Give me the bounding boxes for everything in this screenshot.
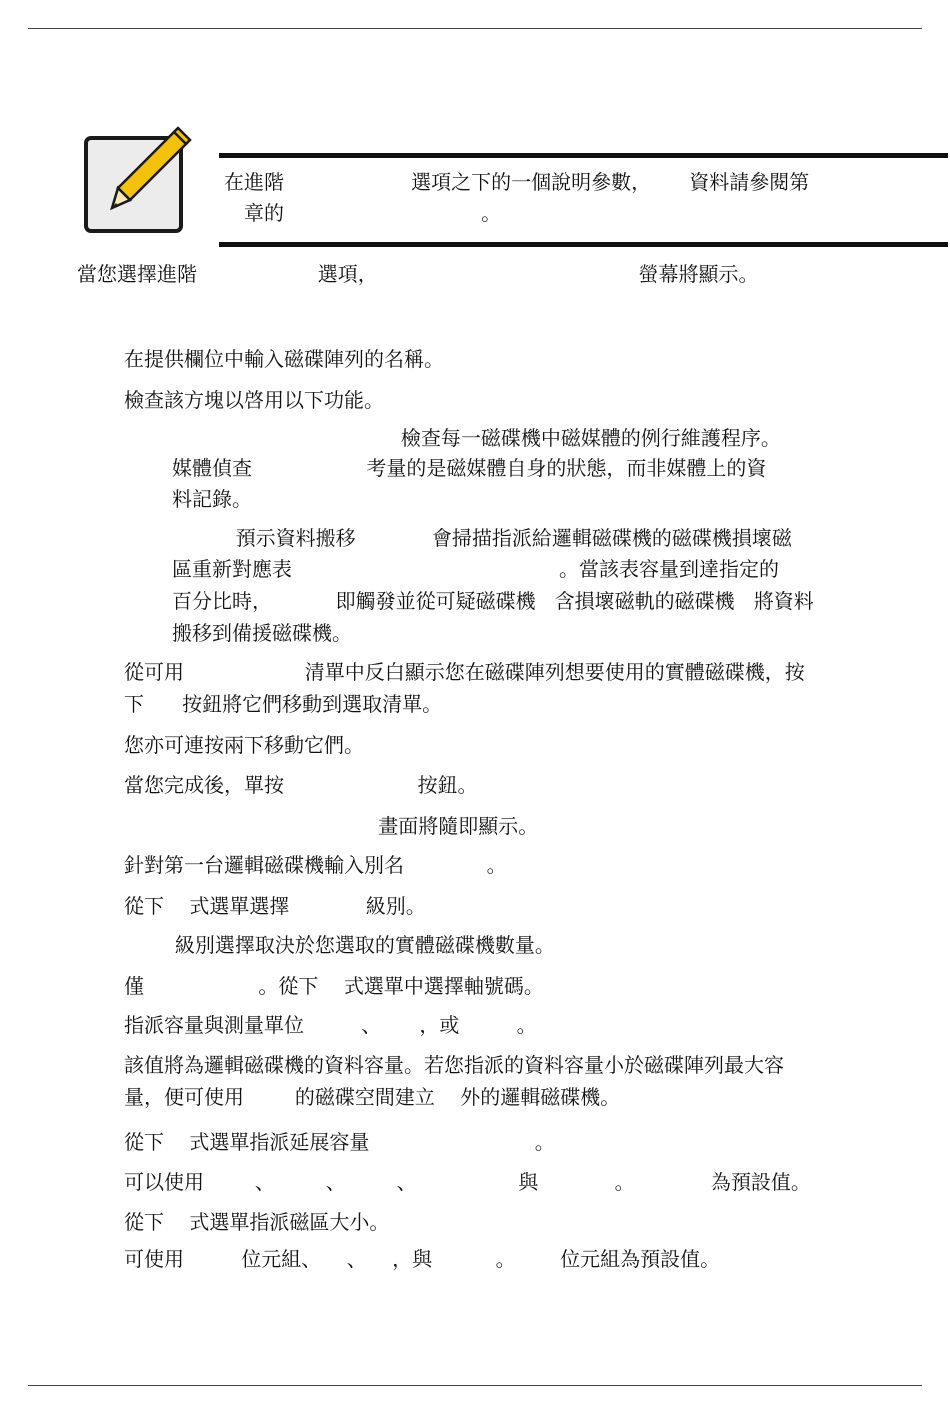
step-text: 級別選擇取決於您選取的實體磁碟機數量。 — [124, 933, 555, 957]
note-text-line-1: 在進階 選項之下的一個說明參數， 資料請參閱第 — [224, 170, 810, 194]
step-text: 該值將為邏輯磁碟機的資料容量。若您指派的資料容量小於磁碟陣列最大容 — [124, 1053, 784, 1077]
step-text: 量，便可使用 的磁碟空間建立 外的邏輯磁碟機。 — [124, 1085, 621, 1109]
step-text: 可使用 位元組、 、 ，與 。 位元組為預設值。 — [124, 1247, 721, 1271]
step-text: 當您完成後，單按 按鈕。 — [124, 773, 478, 797]
footer-rule — [28, 1385, 922, 1386]
note-text-line-2: 章的 。 — [244, 201, 502, 225]
intro-text: 當您選擇進階 選項， 螢幕將顯示。 — [77, 262, 759, 286]
step-text: 百分比時， 即觸發並從可疑磁碟機 含損壞磁軌的磁碟機 將資料 — [172, 589, 814, 613]
note-bottom-bar — [219, 242, 948, 247]
step-text: 從可用 清單中反白顯示您在磁碟陣列想要使用的實體磁碟機，按 — [124, 660, 805, 684]
step-text: 僅 。從下 式選單中選擇軸號碼。 — [124, 974, 544, 998]
step-text: 從下 式選單指派延展容量 。 — [124, 1130, 555, 1154]
step-text: 在提供欄位中輸入磁碟陣列的名稱。 — [124, 347, 444, 371]
pencil-note-icon — [80, 122, 198, 238]
step-text: 料記錄。 — [172, 487, 252, 511]
note-top-bar — [219, 153, 948, 158]
step-text: 區重新對應表 。當該表容量到達指定的 — [172, 557, 780, 581]
step-text: 針對第一台邏輯磁碟機輸入別名 。 — [124, 853, 507, 877]
step-text: 指派容量與測量單位 、 ，或 。 — [124, 1013, 537, 1037]
step-text: 從下 式選單選擇 級別。 — [124, 894, 426, 918]
step-text: 從下 式選單指派磁區大小。 — [124, 1210, 390, 1234]
step-text: 可以使用 、 、 、 與 。 為預設值。 — [124, 1170, 811, 1194]
step-text: 您亦可連按兩下移動它們。 — [124, 733, 364, 757]
step-text: 畫面將隨即顯示。 — [124, 814, 539, 838]
step-text: 檢查每一磁碟機中磁媒體的例行維護程序。 — [172, 426, 781, 450]
header-rule — [28, 28, 922, 29]
step-text: 檢查該方塊以啓用以下功能。 — [124, 388, 384, 412]
step-text: 媒體偵查 考量的是磁媒體自身的狀態，而非媒體上的資 — [172, 456, 767, 480]
step-text: 預示資料搬移 會掃描指派給邏輯磁碟機的磁碟機損壞磁 — [172, 526, 792, 550]
step-text: 搬移到備援磁碟機。 — [172, 621, 352, 645]
step-text: 下 按鈕將它們移動到選取清單。 — [124, 692, 443, 716]
